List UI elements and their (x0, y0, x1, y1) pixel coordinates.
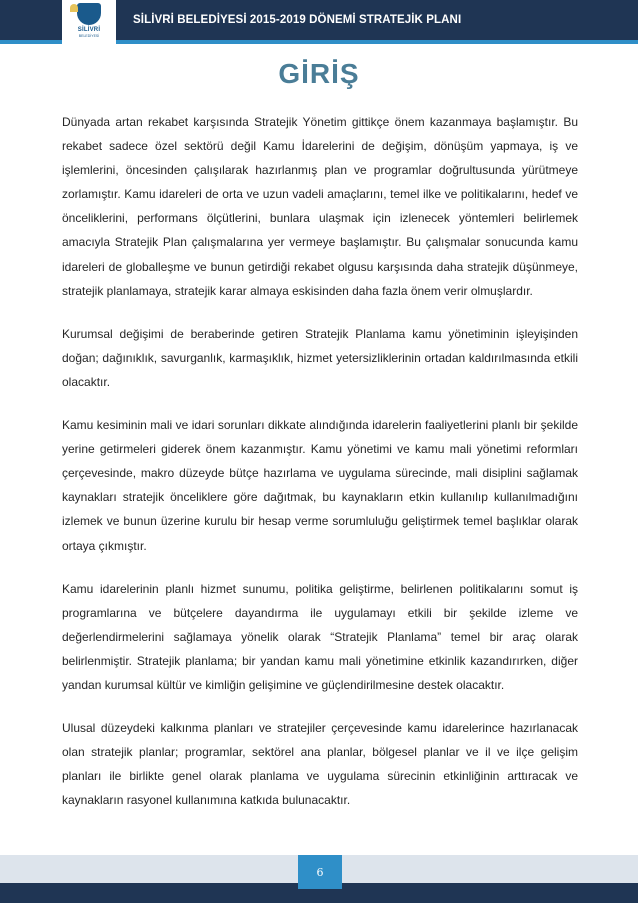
paragraph-5: Ulusal düzeydeki kalkınma planları ve stratejiler çerçevesinde kamu idarelerince hazırlanacak olan stratejik planlar; programlar, sektörel ana planlar, bölgesel planlar ve il ve ilçe gelişim planları ile birlikte genel olarak planlama ve uygulama sürecinin etkinliğinin arttıracak ve kaynakların rasyonel kullanımına katkıda bulunacaktır. (62, 721, 578, 808)
page-title: GİRİŞ (278, 58, 360, 89)
paragraph-4: Kamu idarelerinin planlı hizmet sunumu, politika geliştirme, belirlenen politikalarını somut iş programlarına ve bütçelere dayandırma ile uygulamayı etkili bir şekilde izleme ve değerlendirmelerini sağlamaya yönelik olarak “Stratejik Planlama” temel bir araç olarak belirlenmiştir. Stratejik planlama; bir yandan kamu mali yönetimine etkinlik kazandırırken, diğer yandan kurumsal kültür ve kimliğin gelişimine ve güçlendirilmesine destek olacaktır. (62, 581, 578, 692)
logo-shield-icon (77, 3, 101, 25)
page-number: 6 (298, 855, 342, 889)
header-title: SİLİVRİ BELEDİYESİ 2015-2019 DÖNEMİ STRATEJİK PLANI (133, 14, 462, 26)
logo-text: SİLİVRİ (77, 27, 101, 33)
paragraph-1: Dünyada artan rekabet karşısında Stratejik Yönetim gittikçe önem kazanmaya başlamıştır. Bu rekabet sadece özel sektörü değil Kamu İdarelerini de değişim, dönüşüm yapmaya, iş ve işlemlerini, öncesinden çalışılarak hazırlanmış plan ve programlar doğrultusunda yürütmeye zorlamıştır. Kamu idareleri de orta ve uzun vadeli amaçlarını, temel ilke ve politikalarını, hedef ve önceliklerini, performans ölçütlerini, bunlara ulaşmak için izlenecek yöntemleri belirlemek amacıyla Stratejik Plan çalışmalarına yer vermeye başlamıştır. Bu çalışmalar sonucunda kamu idareleri de globalleşme ve bunun getirdiği rekabet olgusu karşısında daha stratejik düşünmeye, stratejik planlamaya, stratejik karar almaya eskisinden daha fazla önem verir olmuşlardır. (62, 115, 578, 298)
paragraph-2: Kurumsal değişimi de beraberinde getiren Stratejik Planlama kamu yönetiminin işleyişinden doğan; dağınıklık, savurganlık, karmaşıklık, hizmet yetersizliklerinin ortadan kaldırılmasında etkili olacaktır. (62, 326, 578, 389)
logo-dome-icon (70, 4, 78, 12)
logo-subtext: BELEDİYESİ (78, 34, 100, 38)
municipality-logo (62, 0, 116, 44)
paragraph-3: Kamu kesiminin mali ve idari sorunları dikkate alındığında idarelerin faaliyetlerini planlı bir şekilde yerine getirmeleri giderek önem kazanmıştır. Kamu yönetimi ve kamu mali yönetimi reformları çerçevesinde, makro düzeyde bütçe hazırlama ve uygulama sürecinde, mali disiplini sağlamak kaynakları stratejik önceliklere göre dağıtmak, bu kaynakların etkin kullanılıp kullanılmadığını izlemek ve bunun üzerine kurulu bir hesap verme sorumluluğu geliştirmek temel başlıklar olarak ortaya çıkmıştır. (62, 418, 578, 553)
body-text (62, 110, 578, 831)
